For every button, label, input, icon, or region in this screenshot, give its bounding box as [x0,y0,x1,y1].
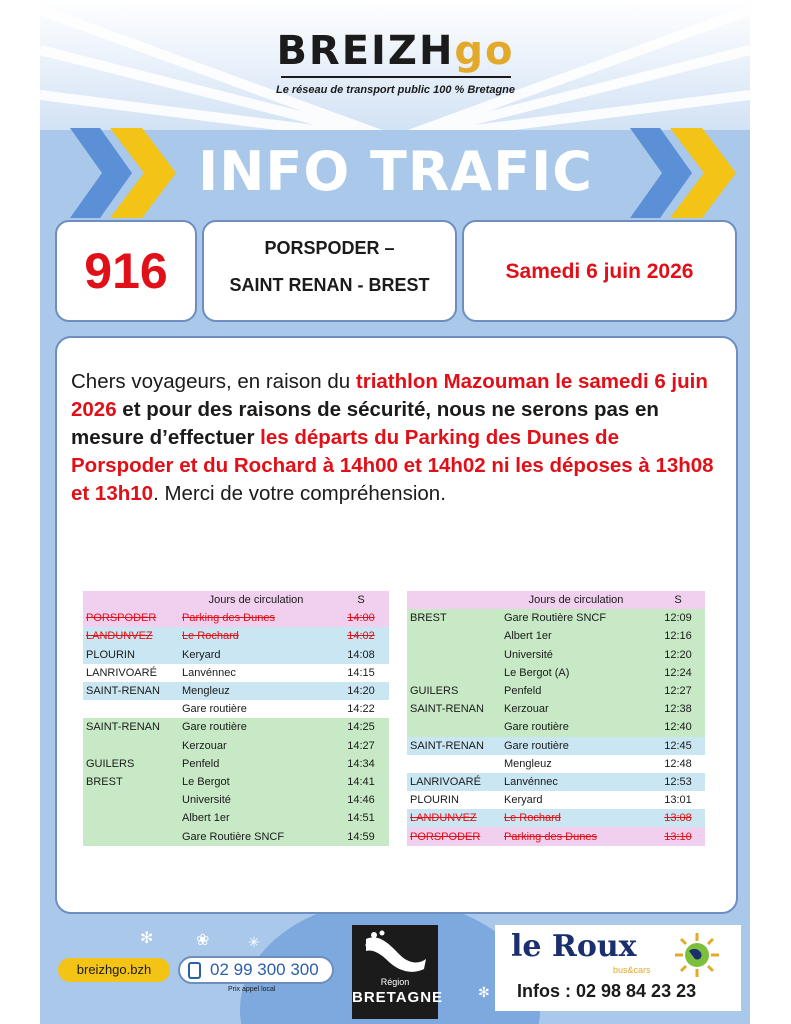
cell-stop: Gare routière [501,718,651,736]
table-row [83,682,389,700]
table-row [83,609,389,627]
outbound-timetable [83,591,389,846]
right-chevron-arrows-icon [630,128,740,218]
cell-commune [407,755,501,773]
cell-time: 14:41 [333,773,389,791]
table-row [83,791,389,809]
cell-commune: LANRIVOARÉ [407,773,501,791]
leroux-info-phone: Infos : 02 98 84 23 23 [517,981,697,1001]
cell-stop: Gare routière [501,737,651,755]
cell-stop: Gare routière [179,700,333,718]
header-days: Jours de circulation [501,591,651,609]
cell-time: 14:08 [333,646,389,664]
table-header-row [407,591,705,609]
website-link[interactable]: breizhgo.bzh [58,958,170,982]
cell-commune: PORSPODER [407,827,501,845]
table-header-row [83,591,389,609]
cell-time: 12:38 [651,700,705,718]
cell-commune [407,664,501,682]
cell-time: 12:45 [651,737,705,755]
cell-time: 13:10 [651,827,705,845]
cell-time: 13:01 [651,791,705,809]
cell-time: 12:27 [651,682,705,700]
table-row [407,609,705,627]
region-label: Région [380,977,410,987]
leroux-logo-text: le Roux [511,929,637,964]
cell-commune: LANDUNVEZ [83,627,179,645]
table-row [83,664,389,682]
phone-icon [188,962,201,979]
table-row [83,646,389,664]
cell-commune: GUILERS [83,755,179,773]
cell-stop: Université [501,646,651,664]
logo-wordmark: BREIZHgo [276,28,515,74]
cell-commune [83,700,179,718]
cell-stop: Kerzouar [501,700,651,718]
cell-stop: Gare Routière SNCF [179,827,333,845]
cell-time: 12:16 [651,627,705,645]
cell-commune [407,646,501,664]
table-row [407,827,705,845]
cell-stop: Le Rochard [501,809,651,827]
cell-commune [83,809,179,827]
phone-price-note: Prix appel local [228,986,276,993]
table-row [83,809,389,827]
cell-commune: BREST [407,609,501,627]
cell-commune [83,827,179,845]
table-row [407,627,705,645]
cell-time: 14:22 [333,700,389,718]
cell-time: 14:25 [333,718,389,736]
cell-stop: Keryard [179,646,333,664]
cell-time: 12:40 [651,718,705,736]
cell-commune: SAINT-RENAN [407,737,501,755]
region-bretagne-logo [352,925,444,1019]
cell-time: 14:00 [333,609,389,627]
cell-stop: Parking des Dunes [501,827,651,845]
phone-number: 02 99 300 300 [210,960,319,979]
return-timetable [407,591,705,846]
cell-time: 14:02 [333,627,389,645]
cell-commune: SAINT-RENAN [83,718,179,736]
leroux-block [495,925,741,1011]
cell-stop: Albert 1er [179,809,333,827]
cell-stop: Le Bergot (A) [501,664,651,682]
table-row [407,737,705,755]
region-name: BRETAGNE [352,989,444,1006]
cell-commune: SAINT-RENAN [407,700,501,718]
cell-stop: Penfeld [501,682,651,700]
route-line-1: PORSPODER – [264,238,395,258]
cell-time: 14:27 [333,737,389,755]
cell-stop: Gare routière [179,718,333,736]
cell-commune [407,627,501,645]
header-commune [407,591,501,609]
cell-stop: Mengleuz [501,755,651,773]
cell-commune [83,791,179,809]
breizhgo-logo [220,28,571,108]
cell-commune: LANRIVOARÉ [83,664,179,682]
cell-time: 12:09 [651,609,705,627]
cell-stop: Lanvénnec [179,664,333,682]
header-days: Jours de circulation [179,591,333,609]
page-title: INFO TRAFIC [198,140,593,203]
sun-globe-icon [675,933,719,977]
table-row [83,718,389,736]
cell-time: 14:34 [333,755,389,773]
date-box [462,220,737,322]
cell-time: 14:46 [333,791,389,809]
message-text: Chers voyageurs, en raison du triathlon Mazouman le samedi 6 juin 2026 et pour des raisons de sécurité, nous ne serons pas en mesure d’effectuer les départs du Parking des Dunes de Porspoder et du Rochard à 14h00 et 14h02 ni les déposes à 13h08 et 13h10. Merci de votre compréhension. [71,370,714,505]
line-number-box [55,220,197,322]
cell-time: 12:53 [651,773,705,791]
cell-stop: Parking des Dunes [179,609,333,627]
table-row [407,664,705,682]
cell-time: 12:24 [651,664,705,682]
cell-commune: GUILERS [407,682,501,700]
cell-time: 12:20 [651,646,705,664]
cell-stop: Université [179,791,333,809]
table-row [83,755,389,773]
cell-commune [83,737,179,755]
cell-stop: Keryard [501,791,651,809]
cell-stop: Penfeld [179,755,333,773]
cell-stop: Lanvénnec [501,773,651,791]
cell-commune: PORSPODER [83,609,179,627]
table-row [83,700,389,718]
table-row [407,718,705,736]
phone-number-button[interactable] [178,956,334,984]
cell-stop: Le Bergot [179,773,333,791]
route-box [202,220,457,322]
cell-time: 14:15 [333,664,389,682]
disruption-date: Samedi 6 juin 2026 [505,260,694,283]
table-row [407,646,705,664]
table-row [407,791,705,809]
logo-tagline: Le réseau de transport public 100 % Bretagne [275,84,516,96]
cell-stop: Kerzouar [179,737,333,755]
table-row [83,737,389,755]
cell-stop: Gare Routière SNCF [501,609,651,627]
swirl-icon: ❀ [196,932,210,949]
header-commune [83,591,179,609]
line-number: 916 [84,243,168,299]
logo-underline [281,76,511,78]
cell-commune: SAINT-RENAN [83,682,179,700]
table-row [83,827,389,845]
table-row [407,773,705,791]
cell-commune: PLOURIN [407,791,501,809]
cell-commune [407,718,501,736]
route-line-2: SAINT RENAN - BREST [229,275,430,295]
cell-commune: LANDUNVEZ [407,809,501,827]
cell-time: 14:51 [333,809,389,827]
table-row [407,809,705,827]
table-row [407,682,705,700]
table-row [407,700,705,718]
cell-time: 13:08 [651,809,705,827]
cell-stop: Mengleuz [179,682,333,700]
snowflake-icon: ✻ [478,984,490,1000]
cell-commune: PLOURIN [83,646,179,664]
table-row [83,627,389,645]
cell-stop: Le Rochard [179,627,333,645]
header-service: S [333,591,389,609]
ermine-icon [360,929,430,977]
cell-commune: BREST [83,773,179,791]
table-row [407,755,705,773]
cell-time: 14:20 [333,682,389,700]
cell-time: 12:48 [651,755,705,773]
header-service: S [651,591,705,609]
cell-stop: Albert 1er [501,627,651,645]
cell-time: 14:59 [333,827,389,845]
table-row [83,773,389,791]
snowflake-icon: ✻ [140,930,154,947]
snowflake-icon: ✳ [248,934,260,950]
leroux-tagline: bus&cars [613,965,651,975]
